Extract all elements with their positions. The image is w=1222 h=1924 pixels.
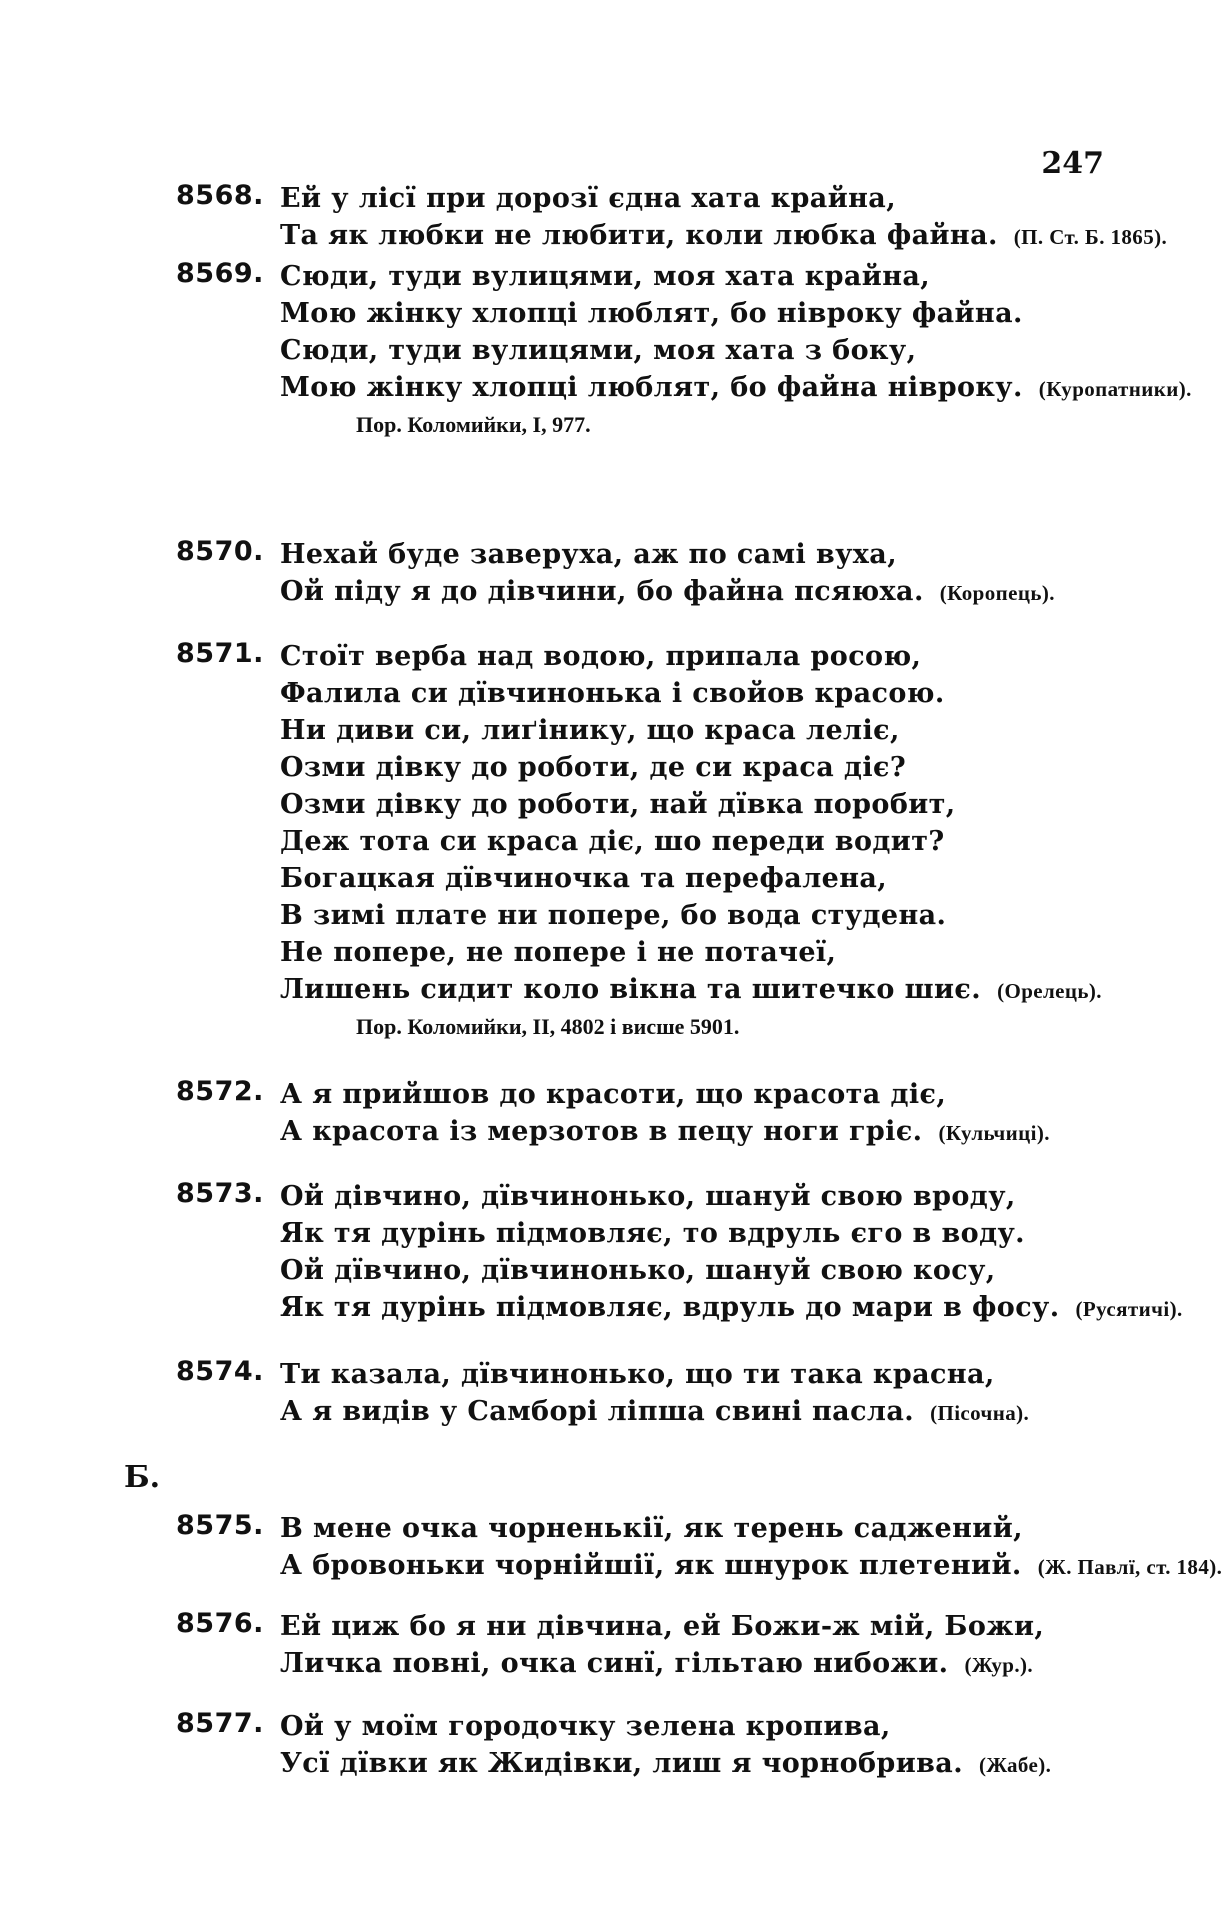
verse-line [280, 295, 1110, 332]
verse-line [280, 1708, 1110, 1745]
verse-line [280, 217, 1168, 256]
source-note: (Жур.). [964, 1653, 1034, 1677]
verse-line [280, 180, 1110, 217]
verse-line [280, 1547, 1222, 1586]
verse-text: А красота із мерзотов в пецу ноги гріє. [280, 1116, 923, 1147]
verse-text: Як тя дурінь підмовляє, то вдруль єго в воду. [280, 1218, 1025, 1249]
verse-line [280, 1608, 1110, 1645]
verse-line [280, 1076, 1110, 1113]
source-note: (Русятичі). [1075, 1297, 1183, 1321]
entry-number: 8568. [176, 180, 264, 211]
verse-line [280, 1745, 1110, 1784]
source-note: (Жабе). [979, 1753, 1052, 1777]
verse-text: Ой піду я до дівчини, бо файна псяюха. [280, 576, 924, 607]
verse-text: Ни диви си, лиґінику, що краса леліє, [280, 715, 900, 746]
verse-text: Усї дївки як Жидівки, лиш я чорнобрива. [280, 1748, 963, 1779]
verse-text: Ей циж бо я ни дівчина, ей Божи-ж мій, Божи, [280, 1611, 1045, 1642]
verse-line [280, 786, 1110, 823]
verse-text: Сюди, туди вулицями, моя хата з боку, [280, 335, 917, 366]
verse-line [280, 1113, 1110, 1152]
source-note: (Кульчиці). [938, 1121, 1050, 1145]
verse-text: Ти казала, дївчинонько, що ти така красна, [280, 1359, 995, 1390]
entry-number: 8571. [176, 638, 264, 669]
source-note: (П. Ст. Б. 1865). [1013, 225, 1168, 249]
verse-text: А бровоньки чорнійшії, як шнурок плетений. [280, 1550, 1022, 1581]
verse-text: В мене очка чорненькії, як терень саджений, [280, 1513, 1023, 1544]
verse-line [280, 1178, 1110, 1215]
verse-line [280, 860, 1110, 897]
verse-text: Ой у моїм городочку зелена кропива, [280, 1711, 891, 1742]
source-note: (Куропатники). [1038, 377, 1192, 401]
source-note: (Коропець). [939, 581, 1055, 605]
verse-text: А я прийшов до красоти, що красота діє, [280, 1079, 947, 1110]
verse-text: Не попере, не попере і не потачеї, [280, 937, 837, 968]
verse-text: Мою жінку хлопці люблят, бо нівроку файна. [280, 298, 1023, 329]
verse-line [280, 1289, 1183, 1328]
verse-text: Личка повні, очка синї, гільтаю нибожи. [280, 1648, 949, 1679]
verse-line [280, 536, 1110, 573]
cross-reference: Пор. Коломийки, II, 4802 і висше 5901. [356, 1014, 740, 1039]
entry-number: 8574. [176, 1356, 264, 1387]
source-note: (Орелець). [997, 979, 1102, 1003]
page-number: 247 [1041, 146, 1104, 181]
verse-line [280, 573, 1110, 612]
verse-line [280, 675, 1110, 712]
verse-line [280, 712, 1110, 749]
verse-line [280, 1356, 1110, 1393]
verse-text: Як тя дурінь підмовляє, вдруль до мари в фосу. [280, 1292, 1060, 1323]
verse-line [280, 258, 1110, 295]
source-note: (Пісочна). [930, 1401, 1030, 1425]
verse-text: Нехай буде заверуха, аж по самі вуха, [280, 539, 897, 570]
verse-line [280, 897, 1110, 934]
verse-line [280, 1393, 1110, 1432]
verse-text: А я видів у Самборі ліпша свині пасла. [280, 1396, 915, 1427]
verse-text: Фалила си дївчинонька і свойов красою. [280, 678, 945, 709]
verse-text: Мою жінку хлопці люблят, бо файна нівроку. [280, 372, 1023, 403]
verse-text: Стоїт верба над водою, припала росою, [280, 641, 922, 672]
verse-line [280, 332, 1110, 369]
verse-text: В зимі плате ни попере, бо вода студена. [280, 900, 947, 931]
verse-line [280, 971, 1110, 1010]
verse-text: Ей у лісї при дорозї єдна хата крайна, [280, 183, 896, 214]
cross-reference: Пор. Коломийки, I, 977. [356, 412, 591, 437]
entry-number: 8570. [176, 536, 264, 567]
entry-number: 8569. [176, 258, 264, 289]
verse-text: Ой дївчино, дївчинонько, шануй свою косу, [280, 1255, 996, 1286]
verse-text: Озми дівку до роботи, де си краса діє? [280, 752, 907, 783]
entry-number: 8575. [176, 1510, 264, 1541]
entry-number: 8573. [176, 1178, 264, 1209]
verse-text: Сюди, туди вулицями, моя хата крайна, [280, 261, 931, 292]
verse-line [280, 1215, 1110, 1252]
verse-text: Богацкая дївчиночка та перефалена, [280, 863, 888, 894]
entry-number: 8576. [176, 1608, 264, 1639]
entry-number: 8577. [176, 1708, 264, 1739]
verse-text: Деж тота си краса діє, шо переди водит? [280, 826, 945, 857]
verse-line [280, 369, 1192, 408]
verse-text: Ой дівчино, дївчинонько, шануй свою вроду, [280, 1181, 1016, 1212]
verse-line [280, 638, 1110, 675]
verse-line [280, 749, 1110, 786]
verse-line [280, 934, 1110, 971]
verse-text: Та як любки не любити, коли любка файна. [280, 220, 998, 251]
verse-text: Озми дівку до роботи, най дївка поробит, [280, 789, 956, 820]
verse-text: Лишень сидит коло вікна та шитечко шиє. [280, 974, 982, 1005]
verse-line [280, 1645, 1110, 1684]
verse-line [280, 1510, 1110, 1547]
entry-number: 8572. [176, 1076, 264, 1107]
section-letter: Б. [124, 1460, 161, 1495]
verse-line [280, 823, 1110, 860]
verse-line [280, 1252, 1110, 1289]
source-note: (Ж. Павлї, ст. 184). [1037, 1555, 1222, 1579]
